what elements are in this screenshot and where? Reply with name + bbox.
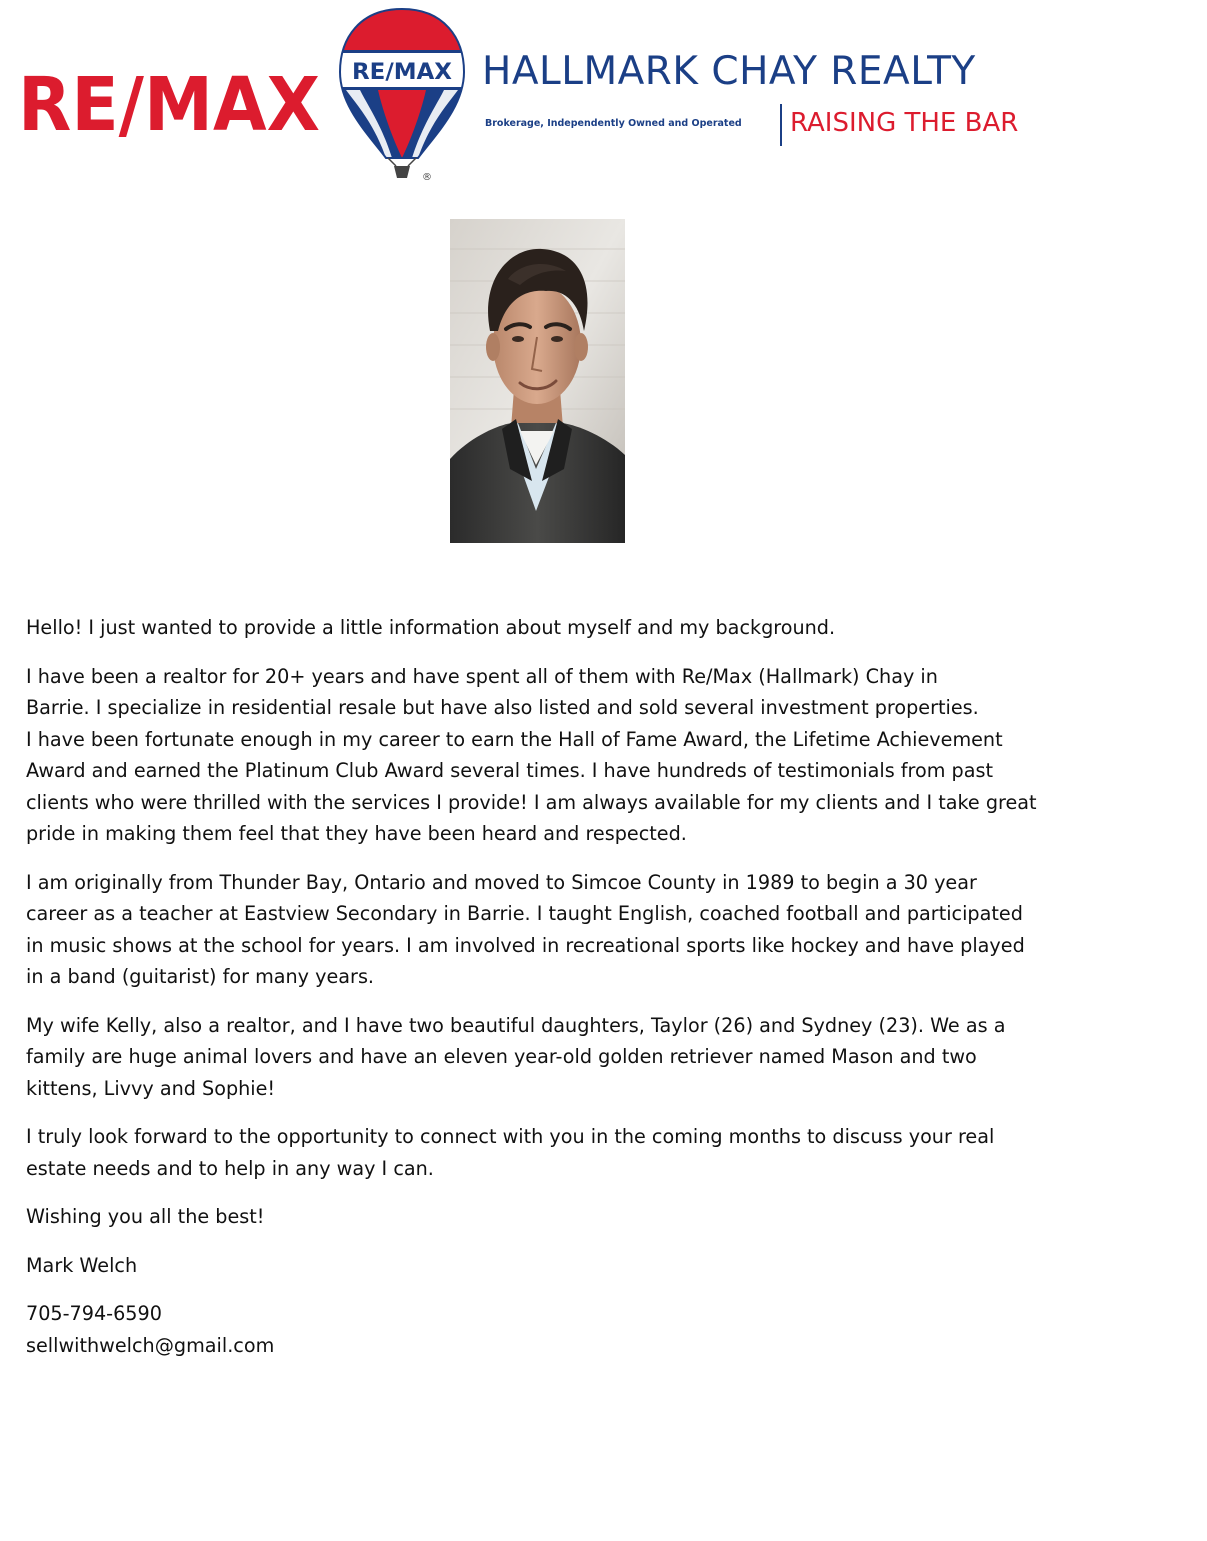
paragraph-line: pride in making them feel that they have been heard and respected. (26, 822, 687, 845)
email-address[interactable]: sellwithwelch@gmail.com (26, 1333, 275, 1357)
paragraph-line: I truly look forward to the opportunity to connect with you in the coming months to discuss your real (26, 1125, 995, 1148)
paragraph-family (26, 1010, 1066, 1105)
greeting (26, 612, 1066, 644)
portrait-photo (450, 219, 625, 543)
closing-line (26, 1201, 1066, 1233)
paragraph-background (26, 867, 1066, 993)
brokerage-name: HALLMARK CHAY REALTY (482, 49, 976, 94)
paragraph-line: I am originally from Thunder Bay, Ontario and moved to Simcoe County in 1989 to begin a 30 year (26, 870, 977, 894)
paragraph-line: kittens, Livvy and Sophie! (26, 1076, 276, 1100)
paragraph-career (26, 661, 1066, 850)
header-divider (780, 104, 782, 146)
paragraph-line: family are huge animal lovers and have an eleven year-old golden retriever named Mason and two (26, 1045, 977, 1068)
greeting-line: Hello! I just wanted to provide a little information about myself and my background. (26, 616, 836, 639)
paragraph-line: estate needs and to help in any way I can. (26, 1156, 434, 1180)
paragraph-line: career as a teacher at Eastview Secondary in Barrie. I taught English, coached football and participated (26, 902, 1023, 925)
balloon-label: RE/MAX (352, 60, 453, 85)
signature (26, 1250, 1066, 1282)
paragraph-line: I have been fortunate enough in my career to earn the Hall of Fame Award, the Lifetime Achievement (26, 727, 1003, 751)
paragraph-line: in music shows at the school for years. I am involved in recreational sports like hockey and have played (26, 933, 1025, 957)
paragraph-line: in a band (guitarist) for many years. (26, 965, 375, 988)
paragraph-line: I have been a realtor for 20+ years and have spent all of them with Re/Max (Hallmark) Chay in (26, 664, 938, 688)
phone-number[interactable]: 705-794-6590 (26, 1302, 162, 1325)
remax-balloon-icon (338, 6, 466, 182)
letterhead (0, 0, 1207, 190)
paragraph-line: My wife Kelly, also a realtor, and I have two beautiful daughters, Taylor (26) and Sydney (23). We as a (26, 1013, 1006, 1037)
brokerage-subtitle: Brokerage, Independently Owned and Operated (485, 118, 742, 129)
paragraph-closing (26, 1121, 1066, 1184)
letter-body (26, 612, 1066, 1378)
signature-name: Mark Welch (26, 1253, 138, 1277)
brokerage-tagline: RAISING THE BAR (790, 108, 1019, 138)
remax-wordmark-text: RE/MAX (18, 62, 320, 148)
paragraph-line: Award and earned the Platinum Club Award several times. I have hundreds of testimonials from past (26, 759, 994, 782)
paragraph-line: clients who were thrilled with the services I provide! I am always available for my clients and I take great (26, 790, 1037, 814)
registered-mark: ® (422, 172, 432, 182)
contact-info (26, 1298, 1066, 1361)
closing-text: Wishing you all the best! (26, 1205, 265, 1228)
remax-wordmark-logo (18, 60, 323, 150)
paragraph-line: Barrie. I specialize in residential resale but have also listed and sold several investment properties. (26, 696, 979, 719)
